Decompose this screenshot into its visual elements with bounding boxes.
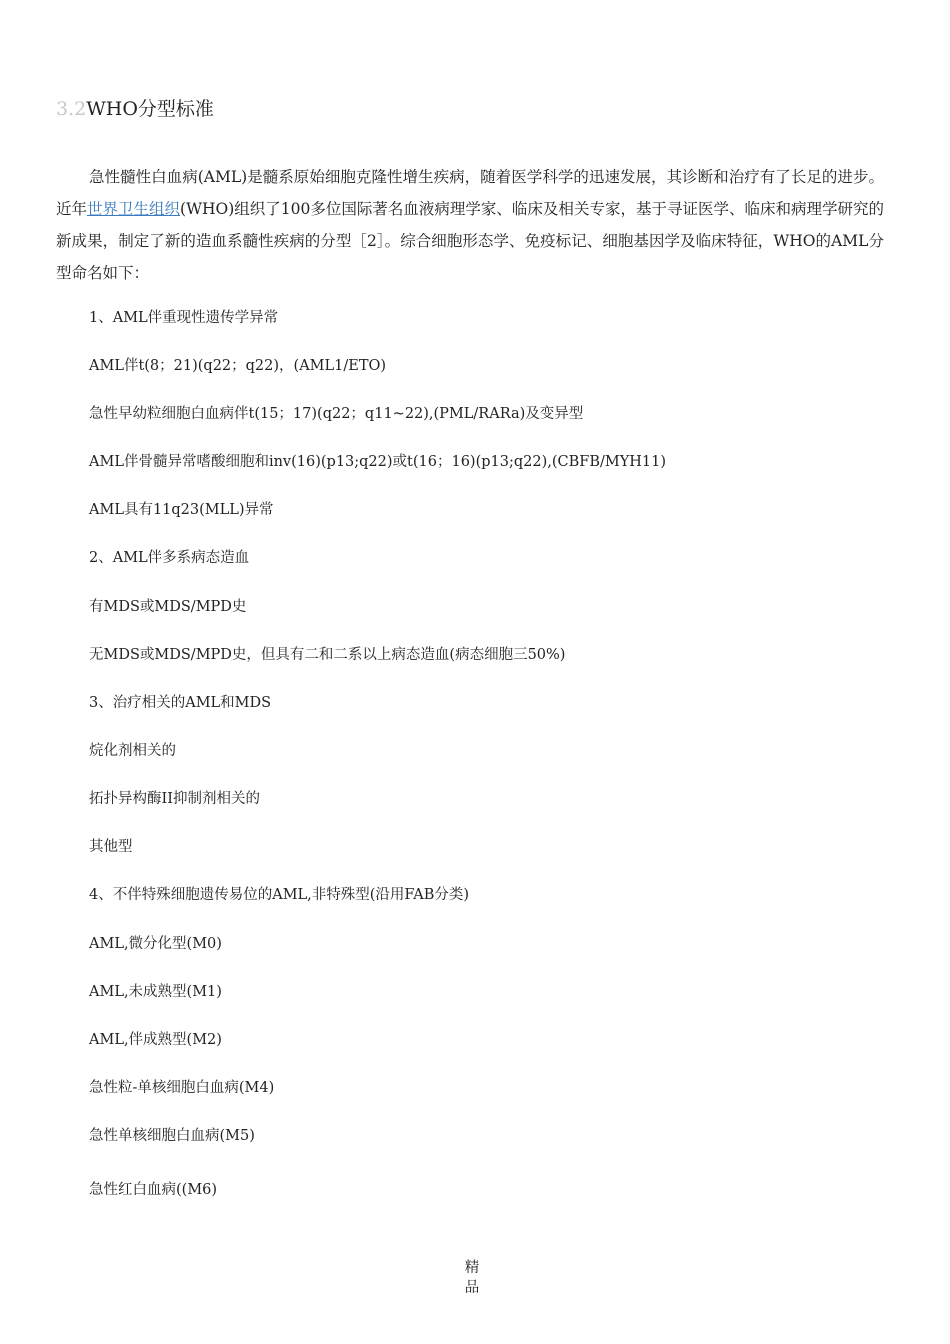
section-heading [56, 95, 214, 123]
page-footer-mark [462, 1258, 482, 1298]
list-item: AML,未成熟型(M1) [89, 984, 222, 1000]
list-item: 急性粒-单核细胞白血病(M4) [89, 1080, 275, 1096]
intro-text-after-link: (WHO)组织了100多位国际著名血液病理学家、临床及相关专家，基于寻证医学、临床和病理学研究的新成果，制定了新的造血系髓性疾病的分型［2］。综合细胞形态学、免疫标记、细胞基因学及临床特征，WHO的AML分型命名如下： [56, 200, 884, 282]
list-item-category-3: 3、治疗相关的AML和MDS [89, 695, 272, 711]
list-item: 无MDS或MDS/MPD史，但具有二和二系以上病态造血(病态细胞三50%) [89, 647, 566, 663]
list-item: AML,伴成熟型(M2) [89, 1032, 222, 1048]
section-title: WHO分型标准 [86, 98, 214, 120]
list-item: 拓扑异构酶II抑制剂相关的 [89, 791, 260, 807]
list-item-category-1: 1、AML伴重现性遗传学异常 [89, 310, 279, 326]
list-item: 急性红白血病((M6) [89, 1182, 218, 1198]
intro-paragraph [56, 161, 884, 289]
list-item: 有MDS或MDS/MPD史 [89, 599, 247, 615]
list-item: 烷化剂相关的 [89, 743, 176, 759]
who-link[interactable]: 世界卫生组织 [87, 200, 181, 218]
list-item: 急性早幼粒细胞白血病伴t(15；17)(q22；q11~22),(PML/RARa)及变异型 [89, 406, 584, 422]
list-item: AML具有11q23(MLL)异常 [89, 502, 274, 518]
list-item-category-4: 4、不伴特殊细胞遗传易位的AML,非特殊型(沿用FAB分类) [89, 887, 470, 903]
list-item: 其他型 [89, 839, 133, 855]
list-item: AML伴t(8；21)(q22；q22)，(AML1/ETO) [89, 358, 387, 374]
section-number: 3.2 [56, 98, 87, 120]
list-item-category-2: 2、AML伴多系病态造血 [89, 550, 250, 566]
list-item: 急性单核细胞白血病(M5) [89, 1128, 255, 1144]
intro-text-before-link: 急性髓性白血病(AML)是髓系原始细胞克隆性增生疾病，随着医学科学的迅速发展，其诊断和治疗有了长足的进步。近年 [56, 168, 884, 218]
list-item: AML,微分化型(M0) [89, 936, 222, 952]
footer-char-2: 品 [464, 1280, 480, 1296]
list-item: AML伴骨髓异常嗜酸细胞和inv(16)(p13;q22)或t(16；16)(p13;q22),(CBFB/MYH11) [89, 454, 667, 470]
footer-char-1: 精 [464, 1260, 480, 1276]
